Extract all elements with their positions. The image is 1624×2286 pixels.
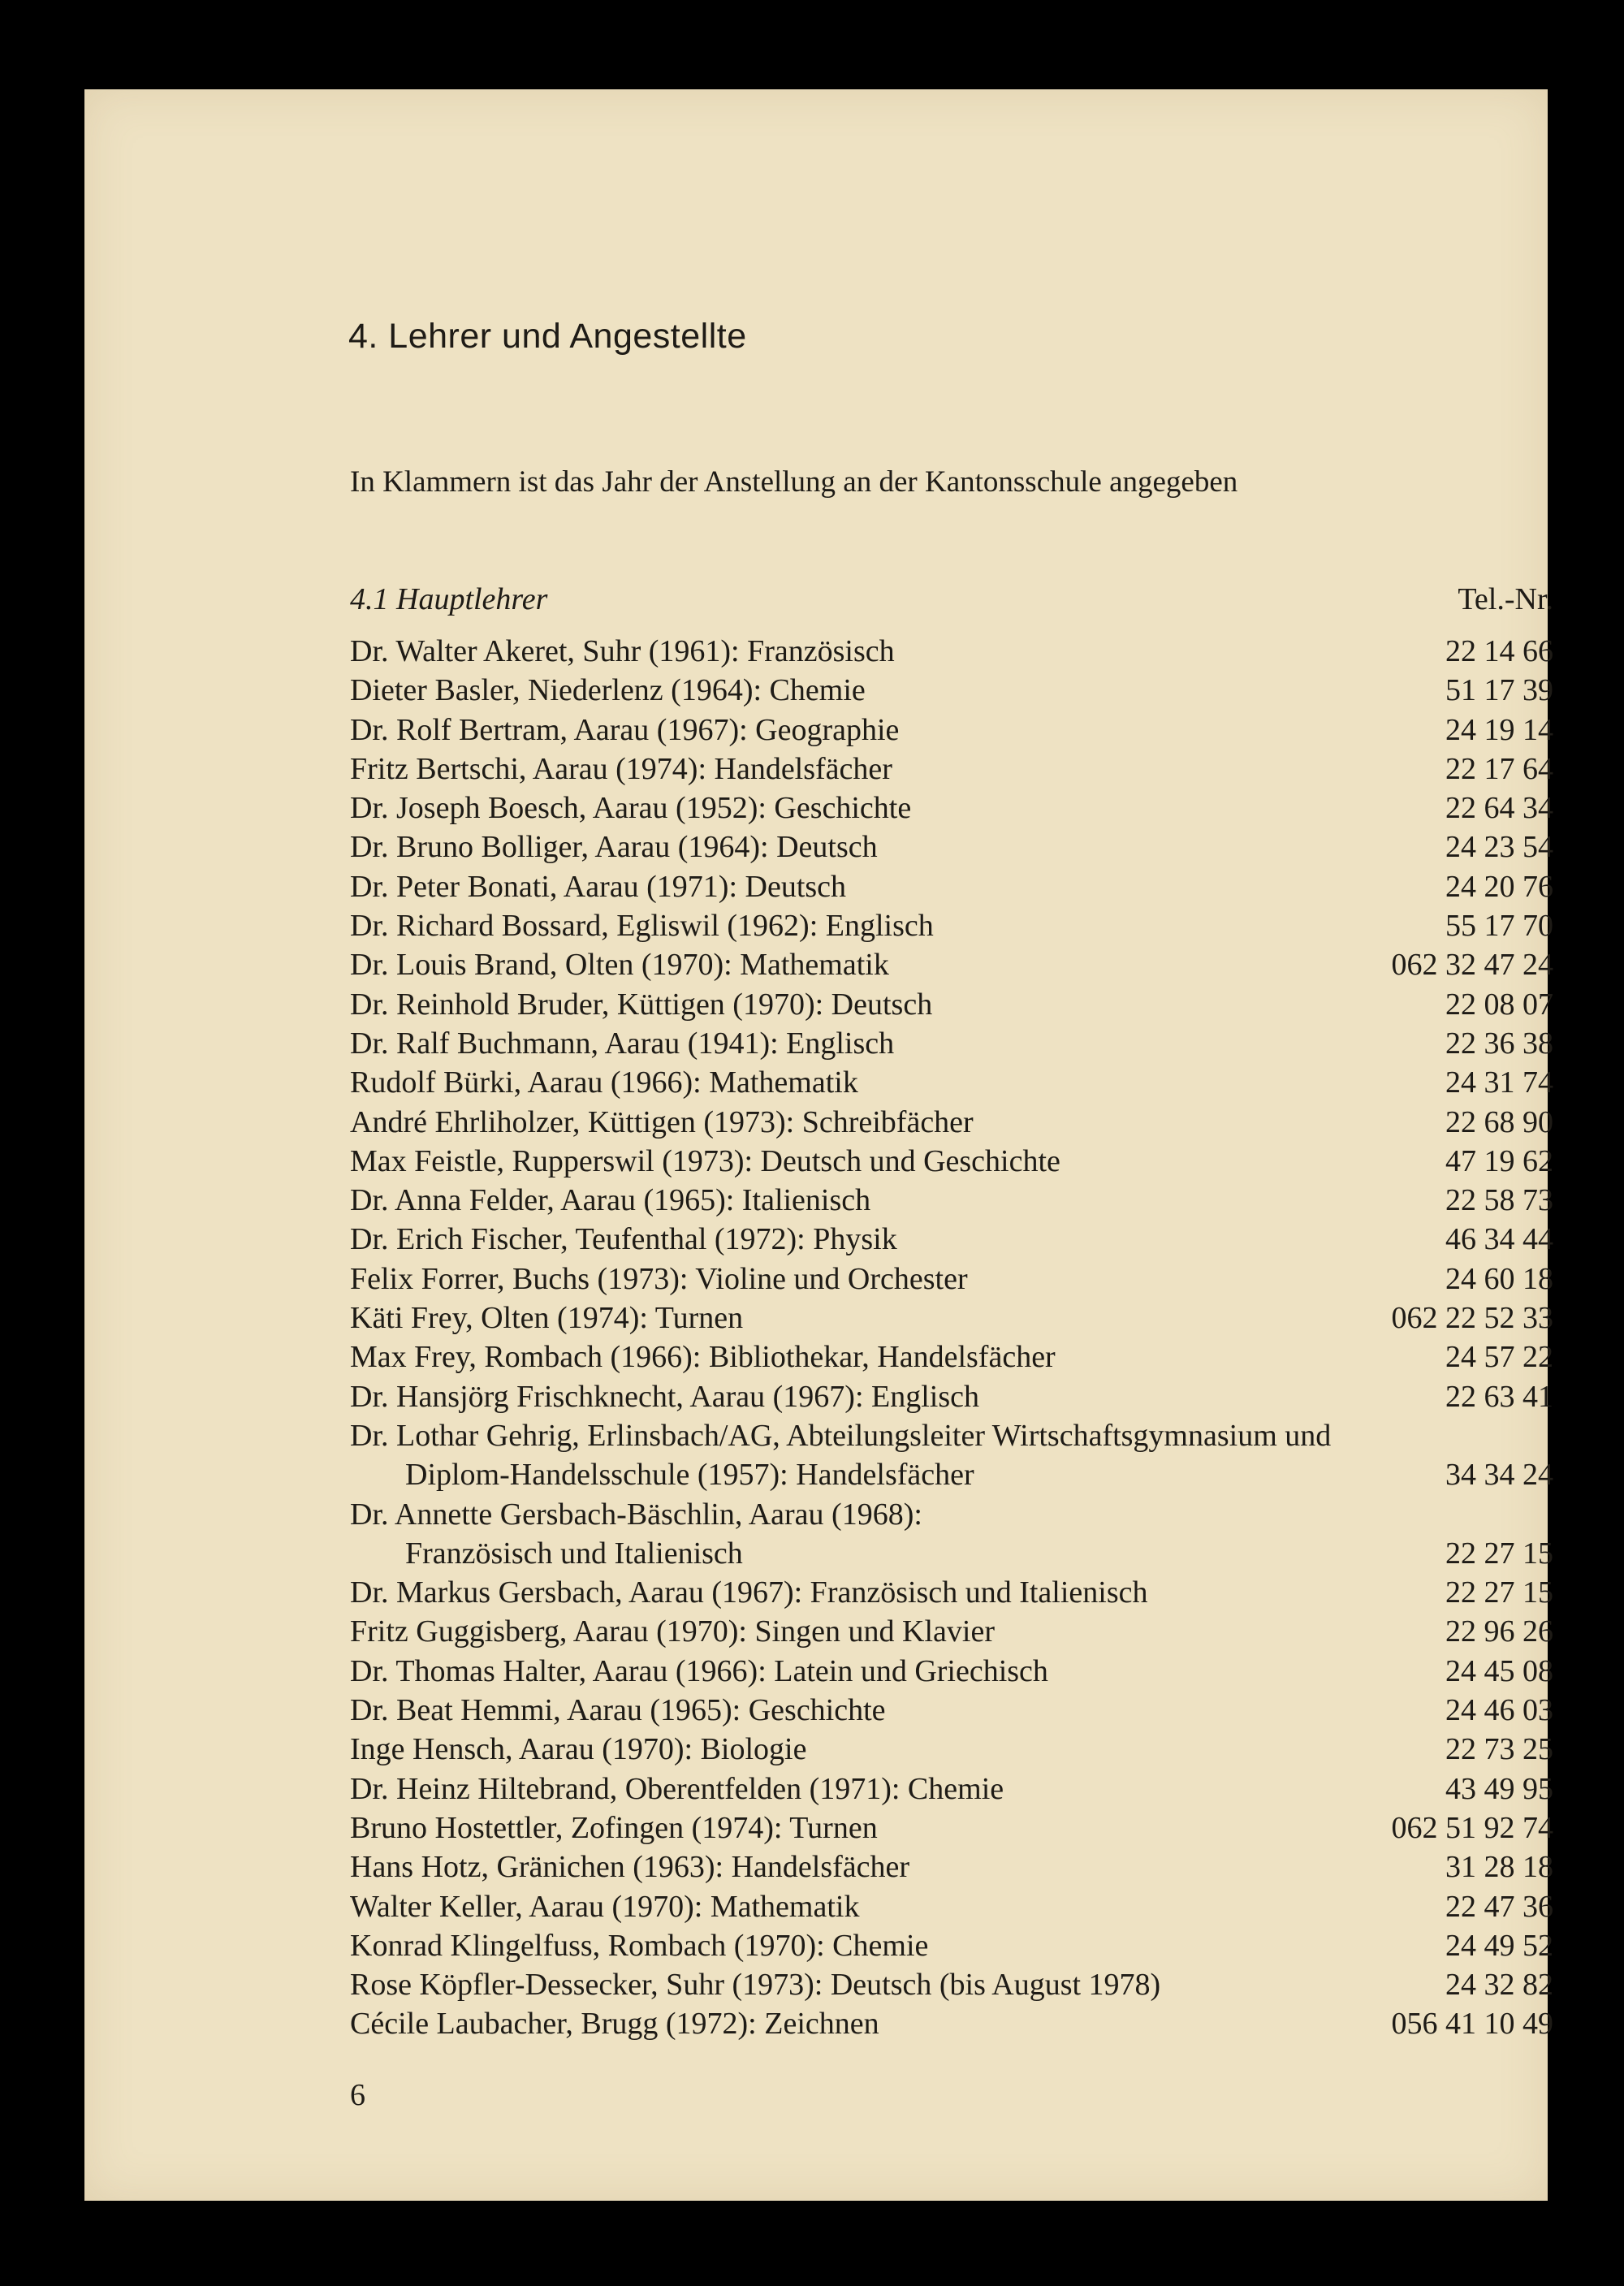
list-item xyxy=(350,1573,1553,1612)
entry-phone: 24 45 08 xyxy=(1445,1653,1553,1688)
entry-text: Max Feistle, Rupperswil (1973): Deutsch und Geschichte xyxy=(350,1143,1060,1178)
entry-text: Konrad Klingelfuss, Rombach (1970): Chemie xyxy=(350,1928,929,1963)
list-item xyxy=(350,1965,1553,2004)
entry-phone: 24 19 14 xyxy=(1445,712,1553,747)
list-item xyxy=(350,1770,1553,1808)
entry-text: Felix Forrer, Buchs (1973): Violine und Orchester xyxy=(350,1261,968,1296)
entry-text: Dr. Anna Felder, Aarau (1965): Italienisch xyxy=(350,1183,871,1218)
entry-phone: 46 34 44 xyxy=(1445,1222,1553,1257)
tel-column-header: Tel.-Nr. xyxy=(1458,582,1553,616)
entry-text: Dr. Peter Bonati, Aarau (1971): Deutsch xyxy=(350,869,847,904)
list-item xyxy=(350,1887,1553,1926)
list-item xyxy=(350,1808,1553,1847)
list-item xyxy=(350,1103,1553,1142)
entry-text: Dr. Markus Gersbach, Aarau (1967): Französisch und Italienisch xyxy=(350,1575,1148,1610)
entry-text: Dr. Annette Gersbach-Bäschlin, Aarau (1968): xyxy=(350,1497,922,1532)
subsection-title: 4.1 Hauptlehrer xyxy=(350,582,548,616)
entry-phone: 22 73 25 xyxy=(1445,1732,1553,1767)
entry-phone: 24 32 82 xyxy=(1445,1968,1553,2003)
entry-phone: 062 32 47 24 xyxy=(1391,948,1553,983)
list-item xyxy=(350,750,1553,789)
list-item xyxy=(350,1337,1553,1376)
list-item xyxy=(350,1063,1553,1102)
list-item xyxy=(350,1181,1553,1220)
list-item xyxy=(350,1299,1553,1337)
list-item xyxy=(350,1220,1553,1259)
entry-phone: 22 08 07 xyxy=(1445,987,1553,1022)
entry-phone: 22 36 38 xyxy=(1445,1026,1553,1061)
page-number: 6 xyxy=(350,2078,365,2112)
entry-text: Dr. Reinhold Bruder, Küttigen (1970): Deutsch xyxy=(350,987,933,1022)
entry-text: Walter Keller, Aarau (1970): Mathematik xyxy=(350,1889,860,1924)
entry-text: Fritz Guggisberg, Aarau (1970): Singen und Klavier xyxy=(350,1614,995,1649)
entry-text: Französisch und Italienisch xyxy=(405,1536,743,1571)
teacher-list xyxy=(350,632,1553,2044)
list-item xyxy=(350,671,1553,710)
entry-text: Diplom-Handelsschule (1957): Handelsfächer xyxy=(405,1458,974,1493)
entry-text: Dr. Richard Bossard, Egliswil (1962): Englisch xyxy=(350,909,934,944)
list-item xyxy=(350,1260,1553,1299)
list-item xyxy=(350,711,1553,750)
list-item xyxy=(350,985,1553,1024)
entry-phone: 22 47 36 xyxy=(1445,1889,1553,1924)
list-item xyxy=(350,828,1553,866)
list-item xyxy=(350,1142,1553,1181)
entry-text: Bruno Hostettler, Zofingen (1974): Turnen xyxy=(350,1810,878,1845)
entry-text: Dr. Louis Brand, Olten (1970): Mathematik xyxy=(350,948,889,983)
entry-text: Dr. Bruno Bolliger, Aarau (1964): Deutsch xyxy=(350,830,878,865)
entry-text: Fritz Bertschi, Aarau (1974): Handelsfächer xyxy=(350,751,892,786)
entry-phone: 22 64 34 xyxy=(1445,791,1553,826)
entry-text: Dr. Heinz Hiltebrand, Oberentfelden (1971): Chemie xyxy=(350,1771,1004,1806)
list-item xyxy=(350,1534,1553,1573)
entry-text: Rudolf Bürki, Aarau (1966): Mathematik xyxy=(350,1065,858,1100)
list-item xyxy=(350,1377,1553,1416)
entry-text: Dr. Thomas Halter, Aarau (1966): Latein und Griechisch xyxy=(350,1653,1048,1688)
entry-phone: 22 63 41 xyxy=(1445,1379,1553,1414)
entry-text: Dr. Walter Akeret, Suhr (1961): Französisch xyxy=(350,634,895,668)
entry-phone: 22 68 90 xyxy=(1445,1104,1553,1139)
subsection-header xyxy=(350,581,1553,617)
entry-text: Cécile Laubacher, Brugg (1972): Zeichnen xyxy=(350,2007,879,2042)
list-item xyxy=(350,906,1553,945)
entry-phone: 22 27 15 xyxy=(1445,1575,1553,1610)
entry-phone: 34 34 24 xyxy=(1445,1458,1553,1493)
entry-phone: 24 23 54 xyxy=(1445,830,1553,865)
list-item xyxy=(350,1847,1553,1886)
entry-phone: 22 14 66 xyxy=(1445,634,1553,668)
intro-text: In Klammern ist das Jahr der Anstellung an der Kantonsschule angegeben xyxy=(350,465,1238,499)
entry-phone: 24 46 03 xyxy=(1445,1693,1553,1728)
list-item xyxy=(350,1652,1553,1691)
entry-phone: 51 17 39 xyxy=(1445,673,1553,708)
entry-phone: 31 28 18 xyxy=(1445,1850,1553,1885)
entry-text: Dr. Joseph Boesch, Aarau (1952): Geschichte xyxy=(350,791,912,826)
entry-text: Dr. Erich Fischer, Teufenthal (1972): Physik xyxy=(350,1222,897,1257)
entry-phone: 22 17 64 xyxy=(1445,751,1553,786)
list-item xyxy=(350,945,1553,984)
entry-phone: 062 51 92 74 xyxy=(1391,1810,1553,1845)
entry-text: Max Frey, Rombach (1966): Bibliothekar, Handelsfächer xyxy=(350,1340,1056,1375)
document-page xyxy=(84,89,1553,2201)
list-item xyxy=(350,1612,1553,1651)
entry-phone: 24 31 74 xyxy=(1445,1065,1553,1100)
entry-text: Dr. Rolf Bertram, Aarau (1967): Geographie xyxy=(350,712,900,747)
entry-phone: 22 96 26 xyxy=(1445,1614,1553,1649)
entry-text: Dieter Basler, Niederlenz (1964): Chemie xyxy=(350,673,866,708)
list-item xyxy=(350,1455,1553,1494)
entry-text: Hans Hotz, Gränichen (1963): Handelsfächer xyxy=(350,1850,910,1885)
entry-phone: 24 60 18 xyxy=(1445,1261,1553,1296)
list-item xyxy=(350,867,1553,906)
entry-text: André Ehrliholzer, Küttigen (1973): Schreibfächer xyxy=(350,1104,974,1139)
list-item xyxy=(350,632,1553,671)
list-item xyxy=(350,789,1553,828)
entry-phone: 43 49 95 xyxy=(1445,1771,1553,1806)
entry-phone: 24 49 52 xyxy=(1445,1928,1553,1963)
entry-phone: 22 27 15 xyxy=(1445,1536,1553,1571)
entry-phone: 062 22 52 33 xyxy=(1391,1301,1553,1336)
entry-text: Käti Frey, Olten (1974): Turnen xyxy=(350,1301,744,1336)
list-item xyxy=(350,1926,1553,1965)
list-item xyxy=(350,1730,1553,1769)
entry-text: Dr. Lothar Gehrig, Erlinsbach/AG, Abteilungsleiter Wirtschaftsgymnasium und xyxy=(350,1418,1332,1453)
list-item xyxy=(350,1416,1553,1455)
entry-phone: 24 20 76 xyxy=(1445,869,1553,904)
entry-phone: 55 17 70 xyxy=(1445,909,1553,944)
entry-text: Inge Hensch, Aarau (1970): Biologie xyxy=(350,1732,807,1767)
list-item xyxy=(350,1691,1553,1730)
entry-text: Dr. Beat Hemmi, Aarau (1965): Geschichte xyxy=(350,1693,886,1728)
section-title: 4. Lehrer und Angestellte xyxy=(348,317,747,356)
list-item xyxy=(350,2004,1553,2043)
list-item xyxy=(350,1024,1553,1063)
entry-phone: 056 41 10 49 xyxy=(1391,2007,1553,2042)
entry-text: Dr. Ralf Buchmann, Aarau (1941): Englisch xyxy=(350,1026,895,1061)
list-item xyxy=(350,1495,1553,1534)
entry-text: Dr. Hansjörg Frischknecht, Aarau (1967): Englisch xyxy=(350,1379,979,1414)
entry-phone: 24 57 22 xyxy=(1445,1340,1553,1375)
entry-text: Rose Köpfler-Dessecker, Suhr (1973): Deutsch (bis August 1978) xyxy=(350,1968,1161,2003)
entry-phone: 47 19 62 xyxy=(1445,1143,1553,1178)
entry-phone: 22 58 73 xyxy=(1445,1183,1553,1218)
